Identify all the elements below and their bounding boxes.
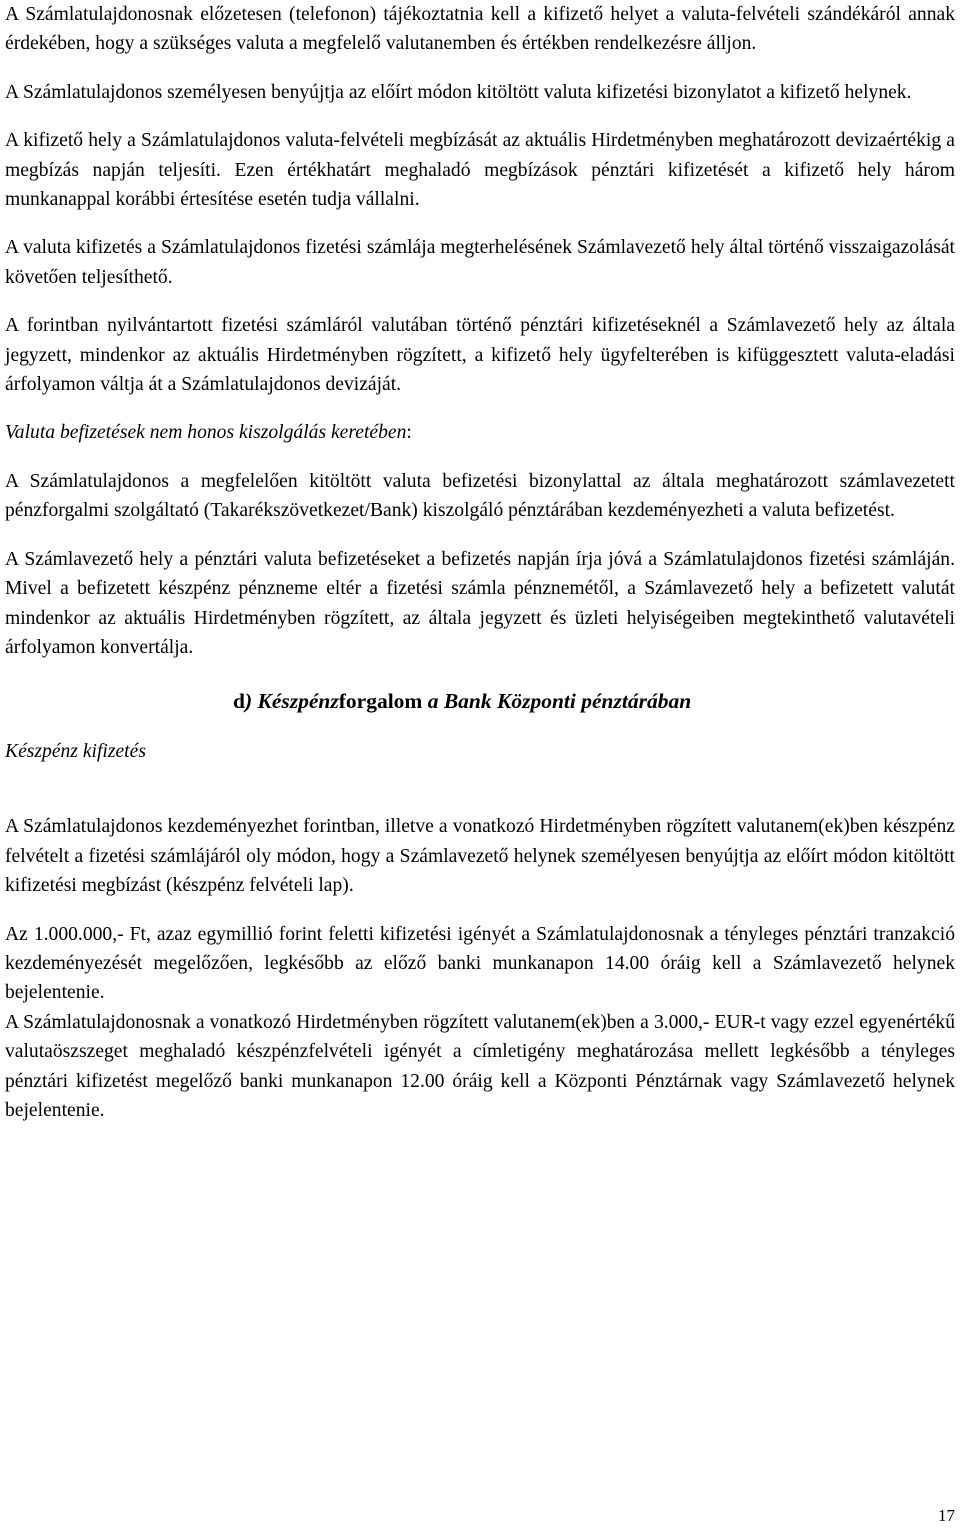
paragraph-visszaigazolas: A valuta kifizetés a Számlatulajdonos fizetési számlája megterhelésének Számlavezető hely által történő visszaigazolását követően teljesíthető.	[5, 237, 955, 288]
paragraph-jovairas: A Számlavezető hely a pénztári valuta befizetéseket a befizetés napján írja jóvá a Számlatulajdonos fizetési számláján. Mivel a befizetett készpénz pénzneme eltér a fizetési számla pénznemétől, a Számlavezető hely a befizetett valutát mindenkor az aktuális Hirdetményben rögzített, az általa jegyzett és üzleti helyiségeiben megtekinthető valutavételi árfolyamon konvertálja.	[5, 548, 955, 658]
section-header-row	[5, 662, 955, 812]
subheading-italic: Valuta befizetések nem honos kiszolgálás keretében	[5, 422, 407, 444]
section-paren: )	[244, 689, 253, 714]
paragraph-befizetesi-bizonylat: A Számlatulajdonos a megfelelően kitöltött valuta befizetési bizonylattal az általa meghatározott számlavezetett pénzforgalmi szolgáltató (Takarékszövetkezet/Bank) kiszolgáló pénztárában kezdeményezheti a valuta befizetést.	[5, 470, 955, 522]
section-heading	[233, 687, 691, 716]
section-letter: d	[233, 689, 245, 714]
subheading-suffix: :	[406, 422, 412, 444]
side-label-keszpenz-kifizetes: Készpénz kifizetés	[5, 741, 146, 763]
paragraph-egymillio: Az 1.000.000,- Ft, azaz egymillió forint feletti kifizetési igényét a Számlatulajdonosnak a tényleges pénztári tranzakció kezdeményezését megelőzően, legkésőbb az előző banki munkanapon 14.00 óráig kell a Számlavezető helynek bejelentenie.	[5, 923, 955, 1004]
paragraph-cimletigeny: A Számlatulajdonosnak a vonatkozó Hirdetményben rögzített valutanem(ek)ben a 3.000,- EUR-t vagy ezzel egyenértékű valutaöszszeget meghaladó készpénzfelvételi igényét a címletigény meghatározása mellett legkésőbb a tényleges pénztári kifizetést megelőző banki munkanapon 12.00 óráig kell a Központi Pénztárnak vagy Számlavezető helynek bejelentenie.	[5, 1011, 955, 1121]
paragraph-bizonylat: A Számlatulajdonos személyesen benyújtja az előírt módon kitöltött valuta kifizetési bizonylatot a kifizető helynek.	[5, 81, 912, 103]
page-number: 17	[938, 1506, 955, 1525]
paragraph-arfolyam: A forintban nyilvántartott fizetési számláról valutában történő pénztári kifizetéseknél a Számlavezető hely az általa jegyzett, mindenkor az aktuális Hirdetményben rögzített, a kifizető hely ügyfelterében is kifüggesztett valuta-eladási árfolyamon váltja át a Számlatulajdonos devizáját.	[5, 315, 955, 396]
paragraph-keszpenz-felvetel: A Számlatulajdonos kezdeményezhet forintban, illetve a vonatkozó Hirdetményben rögzített valutanem(ek)ben készpénz felvételt a fizetési számlájáról oly módon, hogy a Számlavezető helynek személyesen benyújtja az előírt módon kitöltött kifizetési megbízást (készpénz felvételi lap).	[5, 816, 955, 897]
paragraph-devizaertek: A kifizető hely a Számlatulajdonos valuta-felvételi megbízását az aktuális Hirdetményben meghatározott devizaértékig a megbízás napján teljesíti. Ezen értékhatárt meghaladó megbízások pénztári kifizetését a kifizető hely három munkanappal korábbi értesítése esetén tudja vállalni.	[5, 130, 955, 211]
section-bold-part: forgalom	[338, 689, 423, 714]
section-italic-part: Készpénz	[252, 689, 339, 714]
paragraph-valuta-elozetes: A Számlatulajdonosnak előzetesen (telefonon) tájékoztatnia kell a kifizető helyet a valuta-felvételi szándékáról annak érdekében, hogy a szükséges valuta a megfelelő valutanemben és értékben rendelkezésre álljon.	[5, 4, 955, 55]
section-rest: a Bank Központi pénztárában	[422, 689, 692, 714]
document-page	[5, 0, 955, 1125]
subheading-valuta-befizetesek	[5, 418, 955, 447]
